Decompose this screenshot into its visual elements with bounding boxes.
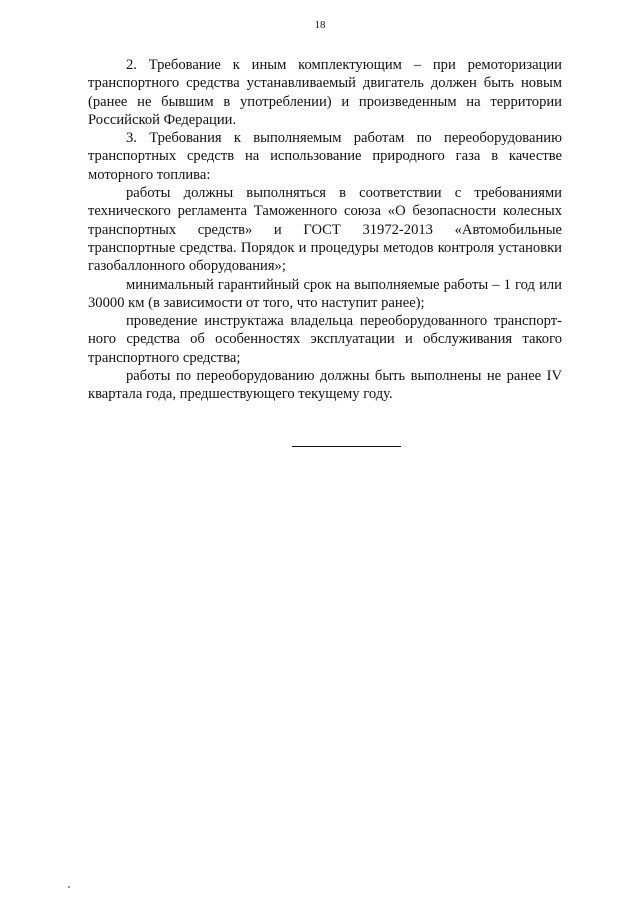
paragraph-requirement-2: 2. Требование к иным комплектующим – при ремоторизации транспортного средства устанавливаемый двигатель должен быть новым (ранее не бывшим в употреблении) и произведенным на территории Российской Федерации. <box>88 57 562 128</box>
paragraph-requirement-3: 3. Требования к выполняемым работам по переоборудованию транспортных средств на использование природного газа в качестве моторного топлива: <box>88 130 562 183</box>
paragraph-warranty-term: минимальный гарантийный срок на выполняемые работы – 1 год или 30000 км (в зависимости от того, что наступит ранее); <box>88 276 562 311</box>
scan-speck <box>68 886 70 888</box>
paragraph-technical-regulation: работы должны выполняться в соответствии с требованиями технического регламента Таможенного союза «О безопасности колесных транспортных средств» и ГОСТ 31972-2013 «Автомобильные транспортные средства. Порядок и процедуры методов контроля установки газобаллонного оборудования»; <box>88 185 562 275</box>
page-number: 18 <box>314 19 326 31</box>
paragraph-owner-instruction: проведение инструктажа владельца переоборудованного транспорт-ного средства об особенностях эксплуатации и обслуживания такого транспортного средства; <box>88 313 562 366</box>
closing-rule <box>292 446 401 447</box>
document-body <box>88 56 562 404</box>
paragraph-work-deadline: работы по переоборудованию должны быть выполнены не ранее IV квартала года, предшествующего текущему году. <box>88 368 562 403</box>
